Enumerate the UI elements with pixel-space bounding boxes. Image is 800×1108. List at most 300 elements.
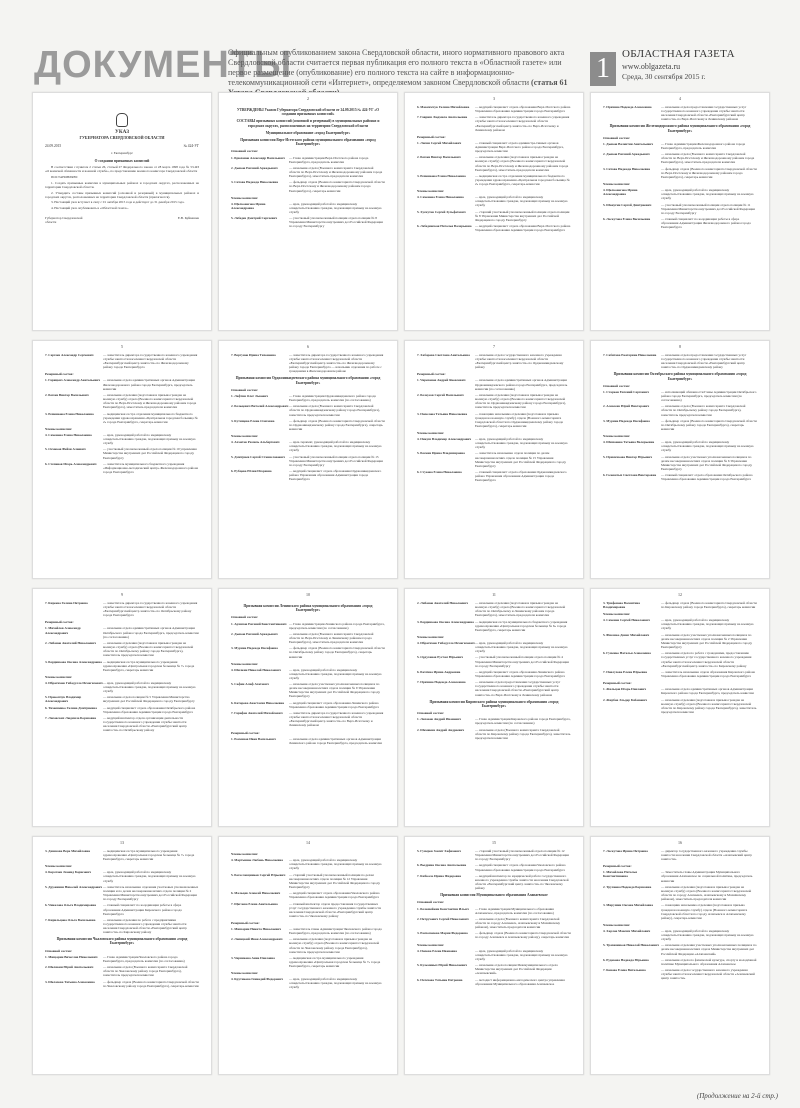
- member-row: [603, 651, 757, 667]
- member-row: [231, 873, 385, 889]
- section-label: Члены комиссии:: [231, 434, 259, 439]
- member-name: 2. Лапицкий Иван Александрович: [231, 937, 283, 942]
- member-position: — помощник начальника отделения (подготовки и призыва граждан на военную службу) отдела (Военного комиссариата Свердловской области по городу Алапаевск и Алапаевскому району), секретарь комиссии: [661, 903, 748, 920]
- member-name: 3. Шелахова Татьяна Алексеевна: [45, 979, 95, 984]
- member-row: [231, 977, 385, 989]
- section-label: Члены комиссии:: [231, 852, 259, 856]
- member-position: — Глава Администрации Муниципального образования Алапаевское, председатель комиссии (по согласованию): [475, 906, 554, 915]
- member-name: 5. Фисенко Денис Михайлович: [603, 632, 650, 637]
- document-page: [32, 92, 212, 331]
- member-name: 4. Пикуш Владимир Александрович: [417, 436, 472, 441]
- member-position: — заместитель муниципального бюджетного учреждения «Информационно-методический центр» Железнодорожного района города Екатеринбурга: [103, 461, 199, 474]
- decree-title: УКАЗ: [115, 129, 129, 135]
- member-row: [417, 717, 571, 725]
- member-position: — методист информационно-методического центра управления образования Муниципального образования Алапаевское: [475, 977, 565, 986]
- member-row: [603, 217, 757, 229]
- member-position: — врач, руководящий работой по медицинскому освидетельствованию граждан, подлежащих призыву на военную службу: [289, 201, 382, 214]
- document-page: [218, 92, 398, 331]
- member-position: — врач, руководящий работой по медицинскому освидетельствованию граждан, подлежащих призыву на военную службу: [103, 680, 196, 694]
- member-position: — начальник отдела (Военного комиссариата Свердловской области по Кировскому району города Екатеринбурга), заместитель председателя комиссии: [475, 727, 571, 740]
- member-name: 4. Семенова Елена Николаевна: [417, 195, 464, 200]
- member-row: [231, 737, 385, 745]
- member-name: 3. Ситова Надежда Николаевна: [603, 166, 651, 171]
- member-row: [231, 353, 385, 373]
- member-name: 1. Лисин Сергей Михайлович: [417, 140, 462, 145]
- member-name: 1. Архипов Евгений Константинович: [231, 621, 287, 626]
- page-number: 3: [493, 96, 495, 101]
- member-position: — начальник отдела административных органов Администрации Октябрьского района города Екатеринбурга, председатель комиссии (по согласованию): [103, 626, 199, 639]
- issue-date: Среда, 30 сентября 2015 г.: [622, 72, 706, 81]
- member-name: 5. Шанугин Сергей Дмитриевич: [603, 202, 652, 207]
- member-name: 4. Ахметов Рамиль Альбертович: [231, 440, 280, 445]
- page-number: 2: [307, 96, 309, 101]
- section-title: ДОКУМЕНТЫ: [34, 44, 293, 86]
- member-name: 5. Трапезников Николай Николаевич: [603, 943, 659, 948]
- member-position: — врач, руководящий работой по медицинскому освидетельствованию граждан, подлежащих призыву на военную службу: [661, 928, 754, 942]
- member-row: [417, 849, 571, 861]
- member-position: — старший участковый уполномоченный полиции по делам несовершеннолетних отдела полиции № 12 Управления Министерства внутренних дел Российской Федерации по городу Екатеринбургу: [289, 872, 381, 889]
- member-name: 5. Гумеров Хамит Хафизович: [417, 849, 461, 853]
- member-position: — Заместитель главы Администрации Муниципального образования Алапаевское по социальной политике, председатель комиссии: [661, 870, 753, 883]
- member-row: [417, 655, 571, 667]
- member-row: [603, 698, 757, 714]
- page-number: 16: [678, 840, 682, 845]
- member-name: 2. Шемякин Андрей Андреевич: [417, 727, 465, 732]
- member-row: [231, 156, 385, 164]
- member-row: [603, 152, 757, 164]
- member-position: — директор государственного казенного учреждения службы занятости населения Свердловской области «Алапаевский центр занятости»: [661, 849, 752, 862]
- section-label: Члены комиссии:: [45, 674, 73, 679]
- member-row: [45, 353, 199, 369]
- document-page: [590, 836, 770, 1075]
- member-position: — врач, руководящий работой по медицинскому освидетельствованию граждан, подлежащих призыву на военную службу: [661, 188, 754, 201]
- member-row: [603, 849, 757, 861]
- member-row: [603, 870, 757, 882]
- member-name: 4. Крутикова Геннадий Федорович: [231, 977, 283, 982]
- member-row: [45, 918, 199, 934]
- member-position: — Глава Администрации Ленинского района города Екатеринбурга, председатель комиссии (по согласованию): [289, 621, 385, 630]
- section-label: Члены комиссии:: [45, 864, 73, 869]
- member-name: 6. Головатых Светлана Викторовна: [603, 473, 657, 478]
- section-label: Основной состав:: [417, 711, 445, 716]
- member-position: — участковый уполномоченный полиции отдела полиции № 11 Управления Министерства внутренних дел Российской Федерации по городу Екатеринбургу: [661, 202, 755, 215]
- member-position: — начальник отдела предоставления государственных услуг государственного казенного учреждения службы занятости населения Свердловской области «Екатеринбургский центр занятости» по Верх-Исетскому и Ленинскому районам: [475, 680, 561, 697]
- member-name: 2. Бегеев Виктор Васильевич: [417, 155, 461, 160]
- member-position: — Глава Администрации Кировского района города Екатеринбурга, председатель комиссии (по согласованию): [475, 717, 571, 726]
- commission-heading: Призывная комиссия Муниципального образования Алапаевское: [440, 893, 548, 898]
- member-position: — помощник начальника отделения (подготовки и призыва граждан на военную службу) отдела (Военного комиссариата Свердловской области по Орджоникидзевскому району города Екатеринбурга), секретарь комиссии: [475, 411, 564, 428]
- member-row: [231, 394, 385, 402]
- member-position: — заместитель директора государственного казенного учреждения службы занятости населения Свердловской области «Екатеринбургский центр занятости» по Верх-Исетскому и Ленинскому районам: [475, 115, 570, 132]
- member-row: [603, 455, 757, 471]
- member-name: 5. Осмаков Фейзи Алиевич: [45, 447, 86, 452]
- member-name: 6. Катарова Анастасия Николаевна: [231, 700, 285, 705]
- section-label: Основной состав:: [603, 135, 631, 140]
- page-content: [45, 353, 199, 476]
- member-name: 3. Решенкова Елена Николаевна: [417, 173, 466, 178]
- member-name: 7. Пряхина Надежда Алексеевна: [417, 680, 466, 685]
- member-position: — врач, руководящий работой по медицинскому освидетельствованию граждан, подлежащих призыву на военную службу: [289, 858, 382, 871]
- member-row: [45, 681, 199, 693]
- page-content: [45, 849, 199, 990]
- document-page: [404, 92, 584, 331]
- member-row: [45, 980, 199, 988]
- member-name: 6. Стукова Елена Николаевна: [417, 470, 462, 474]
- member-name: 1. Старков Евгений Сергеевич: [603, 389, 649, 394]
- member-position: — начальник отдела предоставления государственных услуг государственного казенного учреждения службы занятости населения Свердловской области «Екатеринбургский центр занятости» по Орджоникидзевскому району: [661, 353, 747, 370]
- member-position: — начальник отдела государственного казенного учреждения службы занятости населения Свердловской области «Екатеринбургский центр занятости» по Орджоникидзевскому району: [475, 353, 564, 370]
- member-name: 3. Распопопова Мария Федоровна: [417, 931, 468, 936]
- member-position: — старший участковый уполномоченный отдела полиции № 12 Управления Министерства внутренних дел Российской Федерации по городу Екатеринбургу: [475, 849, 569, 862]
- member-name: 3. Трифонова Валентина Владимировна: [603, 601, 640, 610]
- section-label: Резервный состав:: [231, 920, 260, 925]
- member-position: — участковый уполномоченный полиции отдела полиции № 15 Управления Министерства внутренних дел Российской Федерации по городу Екатеринбургу: [289, 454, 383, 467]
- page-content: [603, 601, 757, 716]
- member-row: [231, 632, 385, 644]
- member-row: [603, 618, 757, 630]
- member-row: [45, 706, 199, 714]
- coat-of-arms-icon: [116, 113, 128, 127]
- member-position: — ведущий специалист отдела образования Верх-Исетского района Управления образования Администрации города Екатеринбурга: [475, 105, 571, 114]
- member-row: [231, 455, 385, 467]
- member-name: 4. Попова Елена Ивановна: [417, 948, 457, 953]
- page-number: 15: [492, 840, 496, 845]
- commission-heading: Призывная комиссия Ленинского района муниципального образования «город Екатеринбург»: [243, 604, 373, 613]
- member-row: [231, 711, 385, 727]
- member-position: — ведущий специалист отдела образования Чкаловского района Управления образования Администрации города Екатеринбурга: [289, 891, 380, 900]
- paper-url[interactable]: www.oblgazeta.ru: [622, 62, 681, 71]
- decree-paragraph: ПОСТАНОВЛЯЮ:: [51, 175, 78, 180]
- commission-heading: Призывная комиссия Орджоникидзевского района муниципального образования «город Екатеринбург»: [235, 376, 381, 385]
- member-position: — медицинская сестра муниципального учреждения здравоохранения «Центральная городская больница № 7» города Екатеринбурга, секретарь комиссии: [103, 659, 195, 672]
- member-row: [417, 641, 571, 653]
- member-position: — главный специалист по координации работы в сфере образования Администрации Кировского района города Екатеринбурга: [103, 903, 182, 916]
- document-page: [590, 92, 770, 331]
- publication-notice-ref: (статья 61: [531, 78, 568, 87]
- member-row: [603, 404, 757, 416]
- page-content: [231, 353, 385, 484]
- member-row: [603, 203, 757, 215]
- member-position: — врач, руководящий работой по медицинскому освидетельствованию граждан, подлежащих призыву на военную службу: [475, 948, 568, 961]
- member-position: — начальник отдела участковых уполномоченных полиции и по делам несовершеннолетних отдела полиции № 6 Управления Министерства внутренних дел Российской Федерации по городу Екатеринбургу: [661, 454, 753, 471]
- member-position: — главный специалист отдела образования Октябрьского района Управления образования Администрации города Екатеринбурга: [661, 473, 753, 482]
- member-row: [417, 412, 571, 428]
- section-label: Основной состав:: [231, 149, 259, 154]
- page-number: 11: [492, 592, 496, 597]
- member-name: 1. Белошейкин Константин Ильич: [417, 906, 469, 911]
- section-label: Резервный состав:: [417, 134, 446, 139]
- member-row: [45, 695, 199, 703]
- member-name: 4. Семенова Елена Николаевна: [45, 432, 92, 437]
- member-name: 5. Бескин Ирина Владимировна: [417, 451, 465, 456]
- decree-heading: О создании призывных комиссий: [94, 159, 150, 164]
- document-page: [404, 340, 584, 579]
- member-row: [45, 601, 199, 617]
- member-position: — Глава Администрации Железнодорожного района города Екатеринбурга, председатель комиссии: [661, 141, 746, 150]
- member-position: — врач, руководящий работой по медицинскому освидетельствованию граждан, подлежащих призыву на военную службу: [103, 870, 196, 883]
- member-position: — ведущий специалист отдела образования Орджоникидзевского района Управления образования Администрации города Екатеринбурга: [289, 469, 382, 482]
- member-position: — врач, руководящий работой по медицинскому освидетельствованию граждан, подлежащих призыву на военную службу: [475, 195, 568, 208]
- member-name: 1. Брюханов Александр Васильевич: [231, 155, 285, 160]
- member-position: — участковый уполномоченный отдела полиции № 10 управления Министерства внутренних дел Российской Федерации по городу Екатеринбургу: [103, 447, 197, 460]
- member-position: — главный специалист по координации работы в сфере образования Администрации Железнодорожного района города Екатеринбурга: [661, 217, 751, 230]
- member-name: 4. Ибрагимов Гибадулла Исмагилович: [45, 680, 103, 685]
- member-row: [603, 353, 757, 369]
- section-label: Резервный состав:: [45, 620, 74, 625]
- member-name: 1. Жильцов Игорь Павлович: [603, 687, 647, 692]
- member-row: [417, 670, 571, 678]
- member-position: — начальник отделения (подготовки и призыва граждан на военную службу) отдела (Военного комиссариата Свердловской области по Верх-Исетскому и Железнодорожному районам города Екатеринбурга), заместитель председателя комиссии: [103, 392, 197, 410]
- member-row: [417, 949, 571, 961]
- section-label: Основной состав:: [231, 387, 259, 392]
- member-row: [231, 622, 385, 630]
- section-label: Члены комиссии:: [603, 434, 631, 439]
- document-page: [218, 340, 398, 579]
- page-number: 4: [679, 96, 681, 101]
- member-row: [231, 891, 385, 899]
- member-position: — начальник отдела (Военного комиссариата Свердловской области по Орджоникидзевскому району города Екатеринбурга), заместитель председателя комиссии: [289, 404, 381, 417]
- section-label: Резервный состав:: [417, 372, 446, 377]
- member-name: 1. Лефтин Олег Львович: [231, 393, 269, 398]
- member-row: [231, 166, 385, 178]
- member-name: 4. Щелконогова Ирина Александровна: [231, 201, 266, 210]
- member-row: [417, 105, 571, 113]
- publication-notice: [228, 48, 578, 98]
- member-row: [417, 141, 571, 153]
- member-position: — начальник отдела административных органов Администрации Ленинского района города Екатеринбурга, председатель комиссии: [289, 736, 382, 745]
- document-page: [590, 588, 770, 827]
- document-page: [218, 588, 398, 827]
- member-name: 3. Ситова Надежда Николаевна: [231, 180, 279, 185]
- member-row: [603, 903, 757, 919]
- member-name: 4. Семенов Сергей Николаевич: [603, 618, 650, 623]
- member-position: — ведущий специалист отдела образования Ленинского района Управления образования Администрации города Екатеринбурга: [289, 700, 380, 709]
- member-name: 7. Конова Елена Витальевна: [603, 968, 646, 973]
- member-row: [603, 670, 757, 678]
- commission-heading: УТВЕРЖДЕНЫ Указом Губернатора Свердловской области от 24.09.2015 № 424-УГ «О создании призывных комиссий»: [236, 108, 380, 117]
- member-row: [417, 174, 571, 186]
- member-row: [417, 115, 571, 131]
- member-row: [603, 188, 757, 200]
- member-name: 4. Ибрагимов Гибадулла Исмагилович: [417, 640, 475, 645]
- member-row: [603, 167, 757, 179]
- commission-heading: Призывная комиссия Кировского района муниципального образования «город Екатеринбург»: [429, 699, 559, 708]
- member-row: [231, 646, 385, 658]
- member-name: 3. Решенкова Елена Николаевна: [45, 411, 94, 416]
- document-page: [32, 340, 212, 579]
- member-name: 7. Пряхина Надежда Алексеевна: [603, 105, 652, 109]
- section-label: Резервный состав:: [45, 372, 74, 377]
- member-name: 3. Мурина Надежда Иосифовна: [603, 418, 650, 423]
- member-row: [417, 437, 571, 449]
- member-row: [231, 668, 385, 680]
- member-name: 7. Кирильцова Ольга Васильевна: [45, 917, 96, 922]
- member-position: — фельдшер отдела (Военного комиссариата Свердловской области по Октябрьскому району города Екатеринбурга), секретарь комиссии: [289, 646, 385, 659]
- member-position: — начальник отдела полиции № 5 Управления Министерства внутренних дел Российской Федерации по городу Екатеринбургу: [103, 695, 195, 704]
- member-name: 4. Коротаев Леонид Борисович: [45, 870, 91, 875]
- member-row: [417, 393, 571, 409]
- member-row: [603, 473, 757, 481]
- page-content: [231, 849, 385, 992]
- member-name: 7. Киреева Галина Петровна: [45, 601, 88, 605]
- member-row: [603, 142, 757, 150]
- member-position: — начальник отдела (Военного комиссариата Свердловской области по Верх-Исетскому и Ленинскому районам города Екатеринбурга), заместитель председателя комиссии: [289, 631, 374, 645]
- member-row: [45, 849, 199, 861]
- member-name: 1. Роскинов Иван Васильевич: [231, 736, 276, 741]
- section-label: Члены комиссии:: [603, 612, 631, 617]
- member-name: 5. Кузьминых Юрий Николаевич: [417, 963, 468, 968]
- member-position: — врач, руководящий работой по медицинскому освидетельствованию граждан, подлежащих призыву на военную службу: [103, 432, 196, 446]
- member-row: [417, 874, 571, 890]
- member-position: — начальник отдела участковых уполномоченных полиции и по делам несовершеннолетних отдела полиции № 2 Управления Министерства внутренних дел Российской Федерации по городу Екатеринбургу: [661, 632, 753, 650]
- member-position: — начальник отдела (Военного комиссариата Свердловской области по Чкаловскому району города Екатеринбурга), заместитель председателя комиссии: [103, 965, 188, 978]
- member-position: — фельдшер отдела (Военного комиссариата Свердловской области по Верх-Исетскому и Железнодорожному районам города Екатеринбурга), секретарь комиссии: [661, 166, 757, 179]
- member-row: [231, 180, 385, 192]
- document-page: [590, 340, 770, 579]
- member-position: — начальник отдела (Военного комиссариата Свердловской области по Верх-Исетскому и Железнодорожному районам города Екатеринбурга), заместитель председателя комиссии: [289, 165, 383, 179]
- page-number: 5: [121, 344, 123, 349]
- member-row: [417, 931, 571, 939]
- member-position: — начальник отделения (подготовки и призыва граждан на военную службу) отдела (Военного комиссариата Свердловской области по Чкаловскому району города Екатеринбурга), заместитель председателя комиссии: [289, 937, 380, 954]
- member-name: 1. Дьяков Валентин Анатольевич: [603, 141, 654, 146]
- member-name: 7. Вергунов Ирина Тихоновна: [231, 353, 276, 357]
- page-number: 14: [306, 840, 310, 845]
- member-position: — начальник отделения (подготовки и призыва граждан на военную службу) отдела (Военного комиссариата Свердловской области по Октябрьскому району города Екатеринбурга), заместитель председателя комиссии: [103, 640, 194, 658]
- member-position: — начальник отдела полиции Межмуниципального отдела Министерства внутренних дел Российской Федерации «Алапаевский»: [475, 963, 558, 976]
- member-row: [231, 858, 385, 870]
- member-position: — начальник отдела государственного казенного учреждения службы занятости населения Свердловской области «Алапаевский центр занятости»: [661, 968, 755, 981]
- member-name: 7. Лисовских Людмила Борисовна: [45, 716, 97, 721]
- page-content: [417, 849, 571, 988]
- paper-name: ОБЛАСТНАЯ ГАЗЕТА: [622, 48, 735, 60]
- member-position: — начальник отдела предоставления государственных услуг государственного казенного учреждения службы занятости населения Свердловской области «Екатеринбургский центр занятости» по Верх-Исетскому и Ленинскому районам: [661, 105, 747, 122]
- publication-notice-text: Официальным опубликованием закона Свердловской области, иного нормативного правового акта Свердловской области считается первая публикация его полного текста в «Областной газете» или первое размещение (опубликование) его полного текста на сайте в информационно-телекоммуникационной сети «Интернет», определяемом законом Свердловской области: [228, 48, 565, 87]
- member-name: 3. Черникова Анна Павловна: [231, 955, 275, 960]
- member-position: — врач, руководящий работой по медицинскому освидетельствованию граждан, подлежащих призыву на военную службу: [475, 640, 568, 654]
- member-row: [45, 885, 199, 901]
- page-content: [417, 353, 571, 484]
- member-name: 6. Степанов Игорь Александрович: [45, 461, 97, 466]
- decree-paragraph: 2. Утвердить составы призывных комиссий (основной и резервный) в муниципальных районах и городских округах, расположенных на территории Свердловской области (прилагаются).: [45, 190, 199, 199]
- decree-content: [45, 105, 199, 224]
- member-position: — врач, руководящий работой по медицинскому освидетельствованию граждан, подлежащих призыву на военную службу: [661, 440, 754, 453]
- member-name: 7. Щеглова Елена Анатольевна: [231, 901, 278, 906]
- member-name: 3. Мурина Надежда Иосифовна: [231, 646, 278, 651]
- section-label: Члены комиссии:: [231, 661, 259, 666]
- member-name: 7. Хабарова Светлана Анатольевна: [417, 353, 470, 357]
- member-name: 5. Дмитриев Сергей Станиславович: [231, 454, 285, 459]
- member-name: 5. Дружинин Николай Александрович: [45, 884, 103, 889]
- member-position: — начальник отдела по работе с гражданами, предоставлению государственных услуг государственного казенного учреждения службы занятости населения Свердловской области «Екатеринбургский центр занятости» по Кировскому району: [661, 651, 752, 668]
- member-name: 5. Прокопчук Владимир Александрович: [45, 695, 82, 704]
- section-label: Основной состав:: [45, 948, 73, 953]
- member-row: [231, 202, 385, 214]
- member-name: 6. Мальцев Алексей Николаевич: [231, 891, 281, 896]
- member-position: — заместитель начальника отдела образования Кировского района Управления образования Администрации города Екатеринбурга: [661, 669, 755, 678]
- member-name: 7. Гарифов Анатолий Михайлович: [231, 711, 283, 716]
- member-row: [231, 469, 385, 481]
- member-position: — медицинская сестра отделения муниципального бюджетного учреждения здравоохранения «Центральная городская больница № 2» города Екатеринбурга, секретарь комиссии: [103, 411, 198, 424]
- member-name: 7. Лоскутова Ирина Петровна: [603, 849, 648, 853]
- member-position: — исполняющий обязанности Главы Администрации Октябрьского района города Екатеринбурга, председатель комиссии (по согласованию): [661, 389, 757, 403]
- member-name: 7. Сергеев Александр Сергеевич: [45, 353, 94, 357]
- decree-signature: [45, 216, 199, 224]
- decree-date: 24.09.2015: [45, 144, 62, 148]
- commission-heading: Призывная комиссия Октябрьского района муниципального образования «город Екатеринбург»: [613, 372, 747, 381]
- member-name: 1. Мищарин Вячеслав Николаевич: [45, 954, 98, 959]
- member-name: 2. Трупнова Надежда Борисовна: [603, 884, 652, 889]
- section-label: Члены комиссии:: [417, 942, 445, 947]
- page-number: 8: [679, 344, 681, 349]
- member-position: — начальник отдела (Военного комиссариата Свердловской области по Октябрьскому району города Екатеринбурга), заместитель председателя комиссии: [661, 404, 746, 417]
- member-position: — медицинская сестра муниципального учреждения здравоохранения «Центральная городская больница № 7» города Екатеринбурга, секретарь комиссии: [103, 849, 195, 862]
- section-label: Члены комиссии:: [417, 634, 445, 639]
- member-row: [417, 978, 571, 986]
- member-name: 3. Мирушин Оксана Михайловна: [603, 903, 653, 908]
- member-row: [417, 601, 571, 617]
- member-position: — главный специалист отдела образования Орджоникидзевского района Управления образования Администрации города Екатеринбурга: [475, 470, 567, 483]
- member-name: 2. Шелякин Юрий Анатольевич: [45, 965, 94, 970]
- member-position: — начальник отделения (подготовки и призыва граждан на военную службу) отдела (Военного комиссариата Свердловской области по Октябрьскому и Ленинскому районам города Екатеринбурга), заместитель председателя комиссии: [475, 601, 566, 618]
- member-name: 2. Алексеев Юрий Викторович: [603, 404, 650, 409]
- member-position: — участковый уполномоченный полиции отдела полиции № 4 Управления Министерства внутренних дел Российской Федерации по городу Екатеринбургу: [475, 655, 569, 668]
- member-position: — заместитель директора государственного казенного учреждения службы занятости населения Свердловской области «Екатеринбургский центр занятости» по Железнодорожному району города Екатеринбурга: [103, 353, 198, 370]
- member-row: [45, 433, 199, 445]
- page-number: 10: [306, 592, 310, 597]
- member-position: — врач, руководящий работой по медицинскому освидетельствованию граждан, подлежащих призыву на военную службу: [289, 977, 382, 990]
- member-row: [231, 440, 385, 452]
- member-row: [603, 885, 757, 901]
- decree-city: г. Екатеринбург: [111, 151, 133, 156]
- member-name: 7. Сабитова Екатерина Николаевна: [603, 353, 657, 357]
- member-position: — начальник отдела административных органов Администрации Железнодорожного района города Екатеринбурга, председатель комиссии: [103, 378, 195, 391]
- member-row: [417, 378, 571, 390]
- member-row: [45, 955, 199, 963]
- member-position: — заместитель начальника отделения участковых уполномоченных полиции и по делам несовершеннолетних отдела полиции № 2 Управления Министерства внутренних дел Российской Федерации по городу Екатеринбургу: [103, 884, 199, 902]
- member-name: 5. Сафин Алиф Ахатович: [231, 682, 269, 687]
- member-position: — заместитель директора государственного казенного учреждения службы занятости населения Свердловской области «Екатеринбургский центр занятости» по Верх-Исетскому и Ленинскому районам: [289, 711, 384, 728]
- member-position: — начальник отделения (подготовки и призыва граждан на военную службу) отдела (Военного комиссариата Свердловской области по городу Алапаевск, Алапаевскому и Махнёвскому районам), заместитель председателя комиссии: [661, 884, 752, 902]
- commission-heading: Муниципальное образование «город Екатеринбург»: [265, 130, 351, 135]
- section-label: Члены комиссии:: [231, 195, 259, 200]
- member-name: 1. Черепанов Андрей Яковлевич: [417, 378, 466, 383]
- member-position: — начальник отдела (Военного комиссариата Свердловской области по Верх-Исетскому и Железнодорожному районам города Екатеринбурга), заместитель председателя комиссии: [661, 152, 755, 165]
- member-row: [417, 470, 571, 482]
- member-row: [417, 155, 571, 171]
- member-position: — Глава Администрации Верх-Исетского района города Екатеринбурга, председатель комиссии: [289, 155, 369, 164]
- member-name: 7. Павлухова Елена Юрьевна: [603, 669, 648, 674]
- member-name: 4. Мартынюк Любовь Николаевна: [231, 858, 283, 863]
- member-row: [45, 965, 199, 977]
- member-row: [45, 393, 199, 409]
- member-name: 6. Бахтина Ирина Андреевна: [417, 669, 461, 674]
- member-position: — участковый уполномоченный полиции отдела полиции № 8 Управления Министерства внутренних дел Российской Федерации по городу Екатеринбургу: [289, 216, 383, 229]
- member-position: — начальник отдела административных органов Администрации Орджоникидзевского района города Екатеринбурга, председатель комиссии (по согласованию): [475, 378, 568, 391]
- member-name: 2. Либанов Анатолий Николаевич: [45, 640, 96, 645]
- member-position: — начальник отделения участковых уполномоченных полиции и по делам несовершеннолетних отдела Министерства внутренних дел Российской Федерации «Алапаевский»: [661, 943, 757, 956]
- section-label: Члены комиссии:: [417, 189, 445, 194]
- section-label: Члены комиссии:: [231, 971, 259, 976]
- member-position: — медицинская сестра муниципального учреждения здравоохранения «Центральная городская больница № 7» города Екатеринбурга, секретарь комиссии: [289, 955, 381, 969]
- section-label: Члены комиссии:: [45, 426, 73, 431]
- member-position: — врач, руководящий работой по медицинскому освидетельствованию граждан, подлежащих призыву на военную службу: [661, 618, 754, 631]
- member-position: — начальник отделения (подготовки и призыва граждан на военную службу) отдела (Военного комиссариата Свердловской области по Кировскому району города Екатеринбурга), заместитель председателя комиссии: [661, 697, 757, 714]
- document-pages-grid: [32, 92, 778, 1086]
- member-name: 3. Кутищева Елена Олеговна: [231, 418, 275, 423]
- signer-name: Е.В. Куйвашев: [177, 216, 199, 221]
- member-name: 4. Шилкин Николай Николаевич: [231, 667, 281, 672]
- member-row: [45, 641, 199, 657]
